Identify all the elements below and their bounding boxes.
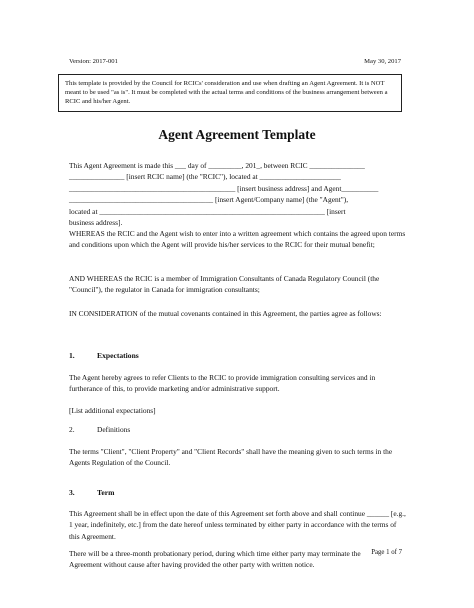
intro-line: This Agent Agreement is made this ___ day of _________, 201_, between RCIC _______________ bbox=[69, 161, 365, 170]
section-title: Term bbox=[97, 488, 115, 497]
section-3-heading bbox=[69, 488, 114, 497]
document-title: Agent Agreement Template bbox=[158, 127, 316, 142]
section-1-body: The Agent hereby agrees to refer Clients to the RCIC to provide immigration consulting services and in furtherance of this, to provide marketing and/or administrative support. bbox=[69, 373, 376, 394]
section-title: Definitions bbox=[97, 425, 131, 434]
consideration-paragraph: IN CONSIDERATION of the mutual covenants contained in this Agreement, the parties agree as follows: bbox=[69, 309, 382, 318]
template-notice-box: This template is provided by the Council for RCICs' consideration and use when drafting an Agent Agreement. It is NOT meant to be used "as is". It must be completed with the actual terms and conditions of the business arrangement between a RCIC and his/her Agent. bbox=[58, 74, 402, 112]
whereas-paragraph: WHEREAS the RCIC and the Agent wish to enter into a written agreement which contains the agreed upon terms and conditions upon which the Agent will provide his/her services to the RCIC for their mutual benefit; bbox=[69, 229, 406, 250]
section-number: 1. bbox=[69, 351, 75, 360]
section-title: Expectations bbox=[97, 351, 139, 360]
section-1-placeholder: [List additional expectations] bbox=[69, 406, 156, 415]
version-label: Version: 2017-001 bbox=[69, 58, 118, 65]
intro-line: _______________________________________ [insert Agent/Company name] (the "Agent"), bbox=[69, 195, 349, 205]
section-2-heading bbox=[69, 425, 130, 434]
probation-paragraph: There will be a three-month probationary period, during which time either party may terminate the Agreement without cause after having provided the other party with written notice. bbox=[69, 549, 361, 570]
intro-line: located at _____________________________________________________________ [insert bbox=[69, 206, 346, 216]
section-3-body: This Agreement shall be in effect upon the date of this Agreement set forth above and shall continue ______ [e.g., 1 year, indefinitely, etc.] from the date hereof unless terminated by either party in accordance with the terms of this Agreement. bbox=[69, 509, 406, 541]
section-number: 2. bbox=[69, 425, 75, 434]
intro-line: business address]. bbox=[69, 218, 123, 228]
intro-line: _______________ [insert RCIC name] (the "RCIC"), located at ______________________ bbox=[69, 172, 341, 182]
section-2-body: The terms "Client", "Client Property" and "Client Records" shall have the meaning given to such terms in the Agents Regulation of the Council. bbox=[69, 447, 393, 468]
page-number: Page 1 of 7 bbox=[371, 549, 402, 556]
date-label: May 30, 2017 bbox=[364, 58, 401, 65]
section-number: 3. bbox=[69, 488, 75, 497]
and-whereas-paragraph: AND WHEREAS the RCIC is a member of Immigration Consultants of Canada Regulatory Council (the "Council"), the regulator in Canada for immigration consultants; bbox=[69, 274, 380, 295]
section-1-heading bbox=[69, 351, 139, 360]
intro-line: _____________________________________________ [insert business address] and Agent__________ bbox=[69, 183, 379, 193]
intro-paragraph bbox=[69, 160, 406, 228]
